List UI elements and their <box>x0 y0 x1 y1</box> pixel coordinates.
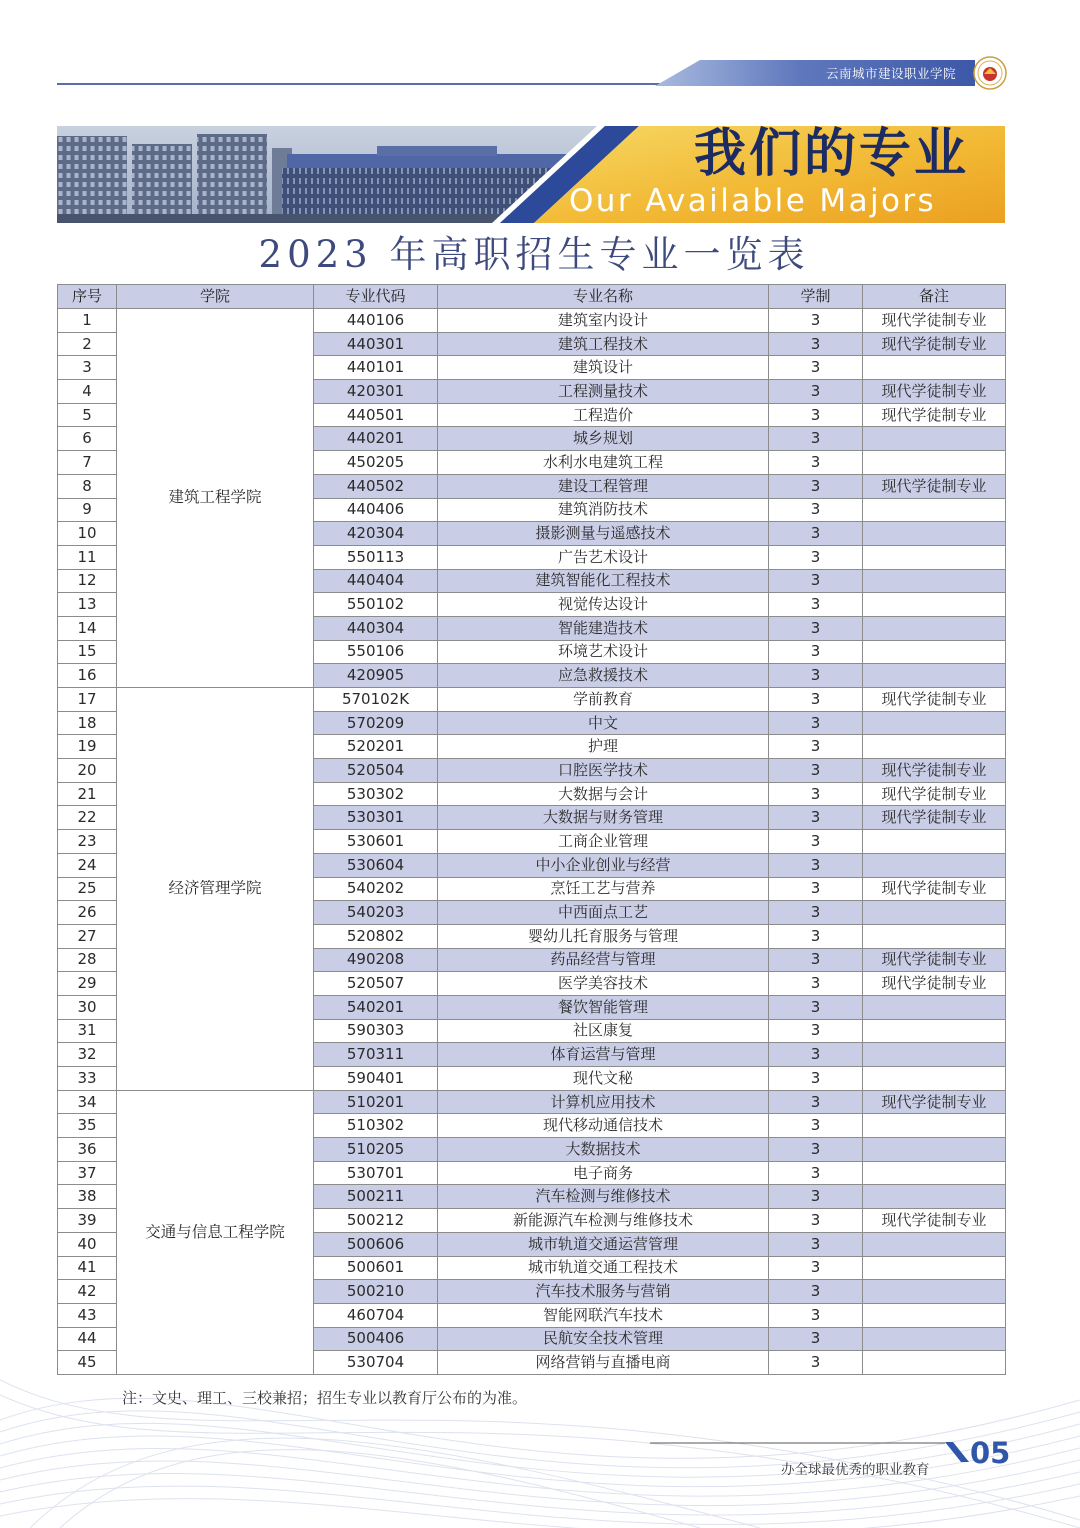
header-band <box>0 0 1080 100</box>
major-code-cell: 460704 <box>314 1303 438 1327</box>
table-row <box>58 1090 1006 1114</box>
major-code-cell: 440201 <box>314 427 438 451</box>
duration-cell: 3 <box>769 995 863 1019</box>
college-cell: 交通与信息工程学院 <box>117 1090 314 1374</box>
major-name-cell: 大数据技术 <box>438 1138 769 1162</box>
row-number-cell: 37 <box>58 1161 117 1185</box>
duration-cell: 3 <box>769 759 863 783</box>
major-name-cell: 中文 <box>438 711 769 735</box>
major-code-cell: 520201 <box>314 735 438 759</box>
row-number-cell: 23 <box>58 830 117 854</box>
row-number-cell: 5 <box>58 403 117 427</box>
note-cell <box>863 664 1006 688</box>
major-name-cell: 城市轨道交通运营管理 <box>438 1232 769 1256</box>
row-number-cell: 7 <box>58 451 117 475</box>
duration-cell: 3 <box>769 972 863 996</box>
row-number-cell: 34 <box>58 1090 117 1114</box>
note-cell: 现代学徒制专业 <box>863 948 1006 972</box>
major-name-cell: 电子商务 <box>438 1161 769 1185</box>
duration-cell: 3 <box>769 1067 863 1091</box>
note-cell: 现代学徒制专业 <box>863 759 1006 783</box>
note-cell <box>863 356 1006 380</box>
row-number-cell: 27 <box>58 924 117 948</box>
note-cell: 现代学徒制专业 <box>863 403 1006 427</box>
major-code-cell: 500212 <box>314 1209 438 1233</box>
major-name-cell: 工程造价 <box>438 403 769 427</box>
major-code-cell: 540201 <box>314 995 438 1019</box>
row-number-cell: 44 <box>58 1327 117 1351</box>
row-number-cell: 9 <box>58 498 117 522</box>
note-cell: 现代学徒制专业 <box>863 380 1006 404</box>
duration-cell: 3 <box>769 877 863 901</box>
row-number-cell: 45 <box>58 1351 117 1375</box>
major-name-cell: 城市轨道交通工程技术 <box>438 1256 769 1280</box>
row-number-cell: 21 <box>58 782 117 806</box>
note-cell <box>863 451 1006 475</box>
row-number-cell: 35 <box>58 1114 117 1138</box>
major-code-cell: 440106 <box>314 309 438 333</box>
duration-cell: 3 <box>769 309 863 333</box>
row-number-cell: 33 <box>58 1067 117 1091</box>
major-name-cell: 现代文秘 <box>438 1067 769 1091</box>
row-number-cell: 30 <box>58 995 117 1019</box>
page-number: 05 <box>970 1436 1011 1470</box>
footnote: 注：文史、理工、三校兼招；招生专业以教育厅公布的为准。 <box>122 1389 528 1407</box>
row-number-cell: 20 <box>58 759 117 783</box>
major-code-cell: 440406 <box>314 498 438 522</box>
note-cell <box>863 616 1006 640</box>
major-code-cell: 420304 <box>314 522 438 546</box>
duration-cell: 3 <box>769 830 863 854</box>
major-name-cell: 现代移动通信技术 <box>438 1114 769 1138</box>
major-code-cell: 570311 <box>314 1043 438 1067</box>
row-number-cell: 13 <box>58 593 117 617</box>
note-cell <box>863 1280 1006 1304</box>
major-name-cell: 智能网联汽车技术 <box>438 1303 769 1327</box>
row-number-cell: 26 <box>58 901 117 925</box>
row-number-cell: 8 <box>58 474 117 498</box>
major-code-cell: 530604 <box>314 853 438 877</box>
major-code-cell: 510201 <box>314 1090 438 1114</box>
duration-cell: 3 <box>769 853 863 877</box>
header-years: 学制 <box>769 285 863 309</box>
table-body <box>58 309 1006 1375</box>
duration-cell: 3 <box>769 901 863 925</box>
note-cell <box>863 1114 1006 1138</box>
duration-cell: 3 <box>769 1256 863 1280</box>
note-cell <box>863 522 1006 546</box>
duration-cell: 3 <box>769 451 863 475</box>
major-code-cell: 520802 <box>314 924 438 948</box>
row-number-cell: 19 <box>58 735 117 759</box>
note-cell <box>863 1303 1006 1327</box>
major-name-cell: 护理 <box>438 735 769 759</box>
major-name-cell: 婴幼儿托育服务与管理 <box>438 924 769 948</box>
note-cell <box>863 1256 1006 1280</box>
header-note: 备注 <box>863 285 1006 309</box>
major-name-cell: 水利水电建筑工程 <box>438 451 769 475</box>
majors-table <box>57 284 1006 1375</box>
note-cell: 现代学徒制专业 <box>863 806 1006 830</box>
major-name-cell: 中西面点工艺 <box>438 901 769 925</box>
major-name-cell: 网络营销与直播电商 <box>438 1351 769 1375</box>
major-code-cell: 530701 <box>314 1161 438 1185</box>
header-no: 序号 <box>58 285 117 309</box>
note-cell: 现代学徒制专业 <box>863 782 1006 806</box>
note-cell <box>863 1351 1006 1375</box>
major-code-cell: 540202 <box>314 877 438 901</box>
row-number-cell: 32 <box>58 1043 117 1067</box>
duration-cell: 3 <box>769 569 863 593</box>
major-name-cell: 药品经营与管理 <box>438 948 769 972</box>
major-code-cell: 450205 <box>314 451 438 475</box>
row-number-cell: 1 <box>58 309 117 333</box>
duration-cell: 3 <box>769 711 863 735</box>
note-cell <box>863 427 1006 451</box>
duration-cell: 3 <box>769 735 863 759</box>
note-cell: 现代学徒制专业 <box>863 688 1006 712</box>
major-code-cell: 520504 <box>314 759 438 783</box>
major-name-cell: 建筑消防技术 <box>438 498 769 522</box>
note-cell <box>863 830 1006 854</box>
note-cell <box>863 1185 1006 1209</box>
major-code-cell: 570209 <box>314 711 438 735</box>
note-cell <box>863 1232 1006 1256</box>
duration-cell: 3 <box>769 1280 863 1304</box>
row-number-cell: 40 <box>58 1232 117 1256</box>
duration-cell: 3 <box>769 1327 863 1351</box>
major-code-cell: 440304 <box>314 616 438 640</box>
duration-cell: 3 <box>769 1114 863 1138</box>
major-code-cell: 540203 <box>314 901 438 925</box>
note-cell <box>863 569 1006 593</box>
major-code-cell: 500406 <box>314 1327 438 1351</box>
college-cell: 建筑工程学院 <box>117 309 314 688</box>
major-name-cell: 工商企业管理 <box>438 830 769 854</box>
major-name-cell: 视觉传达设计 <box>438 593 769 617</box>
duration-cell: 3 <box>769 545 863 569</box>
major-name-cell: 餐饮智能管理 <box>438 995 769 1019</box>
duration-cell: 3 <box>769 782 863 806</box>
duration-cell: 3 <box>769 806 863 830</box>
major-name-cell: 建筑室内设计 <box>438 309 769 333</box>
note-cell <box>863 735 1006 759</box>
note-cell: 现代学徒制专业 <box>863 474 1006 498</box>
note-cell: 现代学徒制专业 <box>863 972 1006 996</box>
major-code-cell: 530302 <box>314 782 438 806</box>
major-name-cell: 工程测量技术 <box>438 380 769 404</box>
major-code-cell: 440501 <box>314 403 438 427</box>
row-number-cell: 11 <box>58 545 117 569</box>
duration-cell: 3 <box>769 1232 863 1256</box>
major-code-cell: 500601 <box>314 1256 438 1280</box>
duration-cell: 3 <box>769 688 863 712</box>
row-number-cell: 28 <box>58 948 117 972</box>
major-name-cell: 汽车检测与维修技术 <box>438 1185 769 1209</box>
row-number-cell: 15 <box>58 640 117 664</box>
major-name-cell: 建设工程管理 <box>438 474 769 498</box>
duration-cell: 3 <box>769 1019 863 1043</box>
note-cell <box>863 498 1006 522</box>
major-name-cell: 社区康复 <box>438 1019 769 1043</box>
major-name-cell: 环境艺术设计 <box>438 640 769 664</box>
header-name: 专业名称 <box>438 285 769 309</box>
note-cell <box>863 1043 1006 1067</box>
major-name-cell: 广告艺术设计 <box>438 545 769 569</box>
page-title: 2023 年高职招生专业一览表 <box>258 233 810 276</box>
school-emblem-icon <box>974 57 1006 89</box>
major-name-cell: 学前教育 <box>438 688 769 712</box>
row-number-cell: 3 <box>58 356 117 380</box>
major-code-cell: 490208 <box>314 948 438 972</box>
row-number-cell: 25 <box>58 877 117 901</box>
row-number-cell: 29 <box>58 972 117 996</box>
duration-cell: 3 <box>769 522 863 546</box>
note-cell <box>863 1067 1006 1091</box>
duration-cell: 3 <box>769 593 863 617</box>
duration-cell: 3 <box>769 1138 863 1162</box>
major-code-cell: 520507 <box>314 972 438 996</box>
note-cell: 现代学徒制专业 <box>863 309 1006 333</box>
duration-cell: 3 <box>769 380 863 404</box>
row-number-cell: 42 <box>58 1280 117 1304</box>
row-number-cell: 18 <box>58 711 117 735</box>
note-cell <box>863 545 1006 569</box>
note-cell: 现代学徒制专业 <box>863 877 1006 901</box>
banner-title-en: Our Available Majors <box>569 183 937 219</box>
duration-cell: 3 <box>769 616 863 640</box>
note-cell <box>863 640 1006 664</box>
major-code-cell: 440404 <box>314 569 438 593</box>
major-code-cell: 590401 <box>314 1067 438 1091</box>
duration-cell: 3 <box>769 640 863 664</box>
college-cell: 经济管理学院 <box>117 688 314 1091</box>
major-name-cell: 口腔医学技术 <box>438 759 769 783</box>
major-name-cell: 烹饪工艺与营养 <box>438 877 769 901</box>
row-number-cell: 41 <box>58 1256 117 1280</box>
school-name: 云南城市建设职业学院 <box>826 66 957 81</box>
row-number-cell: 16 <box>58 664 117 688</box>
note-cell <box>863 593 1006 617</box>
major-code-cell: 500211 <box>314 1185 438 1209</box>
major-name-cell: 民航安全技术管理 <box>438 1327 769 1351</box>
row-number-cell: 36 <box>58 1138 117 1162</box>
duration-cell: 3 <box>769 403 863 427</box>
note-cell <box>863 1327 1006 1351</box>
major-code-cell: 440502 <box>314 474 438 498</box>
row-number-cell: 2 <box>58 332 117 356</box>
major-name-cell: 建筑设计 <box>438 356 769 380</box>
major-name-cell: 大数据与财务管理 <box>438 806 769 830</box>
duration-cell: 3 <box>769 356 863 380</box>
note-cell: 现代学徒制专业 <box>863 1209 1006 1233</box>
table-row <box>58 688 1006 712</box>
note-cell <box>863 995 1006 1019</box>
row-number-cell: 31 <box>58 1019 117 1043</box>
major-code-cell: 510205 <box>314 1138 438 1162</box>
major-code-cell: 420301 <box>314 380 438 404</box>
header-college: 学院 <box>117 285 314 309</box>
row-number-cell: 4 <box>58 380 117 404</box>
major-code-cell: 530601 <box>314 830 438 854</box>
major-code-cell: 550113 <box>314 545 438 569</box>
row-number-cell: 24 <box>58 853 117 877</box>
duration-cell: 3 <box>769 924 863 948</box>
row-number-cell: 6 <box>58 427 117 451</box>
major-code-cell: 510302 <box>314 1114 438 1138</box>
major-name-cell: 新能源汽车检测与维修技术 <box>438 1209 769 1233</box>
major-name-cell: 建筑工程技术 <box>438 332 769 356</box>
row-number-cell: 22 <box>58 806 117 830</box>
footer-slogan: 办全球最优秀的职业教育 <box>781 1462 930 1478</box>
duration-cell: 3 <box>769 948 863 972</box>
major-name-cell: 智能建造技术 <box>438 616 769 640</box>
duration-cell: 3 <box>769 664 863 688</box>
major-code-cell: 530704 <box>314 1351 438 1375</box>
major-name-cell: 中小企业创业与经营 <box>438 853 769 877</box>
duration-cell: 3 <box>769 1209 863 1233</box>
duration-cell: 3 <box>769 1161 863 1185</box>
duration-cell: 3 <box>769 427 863 451</box>
row-number-cell: 43 <box>58 1303 117 1327</box>
row-number-cell: 17 <box>58 688 117 712</box>
duration-cell: 3 <box>769 1043 863 1067</box>
major-code-cell: 500606 <box>314 1232 438 1256</box>
major-code-cell: 550106 <box>314 640 438 664</box>
table-header-row <box>58 285 1006 309</box>
duration-cell: 3 <box>769 474 863 498</box>
note-cell <box>863 853 1006 877</box>
major-name-cell: 大数据与会计 <box>438 782 769 806</box>
duration-cell: 3 <box>769 332 863 356</box>
major-name-cell: 体育运营与管理 <box>438 1043 769 1067</box>
major-name-cell: 汽车技术服务与营销 <box>438 1280 769 1304</box>
major-code-cell: 420905 <box>314 664 438 688</box>
header-code: 专业代码 <box>314 285 438 309</box>
row-number-cell: 12 <box>58 569 117 593</box>
major-code-cell: 530301 <box>314 806 438 830</box>
duration-cell: 3 <box>769 1303 863 1327</box>
major-code-cell: 500210 <box>314 1280 438 1304</box>
row-number-cell: 38 <box>58 1185 117 1209</box>
note-cell <box>863 924 1006 948</box>
major-name-cell: 计算机应用技术 <box>438 1090 769 1114</box>
major-code-cell: 550102 <box>314 593 438 617</box>
note-cell <box>863 711 1006 735</box>
note-cell <box>863 901 1006 925</box>
major-code-cell: 570102K <box>314 688 438 712</box>
major-code-cell: 440301 <box>314 332 438 356</box>
note-cell <box>863 1138 1006 1162</box>
major-name-cell: 应急救援技术 <box>438 664 769 688</box>
duration-cell: 3 <box>769 498 863 522</box>
duration-cell: 3 <box>769 1090 863 1114</box>
table-row <box>58 309 1006 333</box>
row-number-cell: 14 <box>58 616 117 640</box>
duration-cell: 3 <box>769 1351 863 1375</box>
major-code-cell: 440101 <box>314 356 438 380</box>
duration-cell: 3 <box>769 1185 863 1209</box>
major-name-cell: 医学美容技术 <box>438 972 769 996</box>
note-cell <box>863 1019 1006 1043</box>
major-code-cell: 590303 <box>314 1019 438 1043</box>
banner-title-cn: 我们的专业 <box>694 124 970 184</box>
row-number-cell: 10 <box>58 522 117 546</box>
note-cell <box>863 1161 1006 1185</box>
note-cell: 现代学徒制专业 <box>863 1090 1006 1114</box>
major-name-cell: 建筑智能化工程技术 <box>438 569 769 593</box>
major-name-cell: 城乡规划 <box>438 427 769 451</box>
major-name-cell: 摄影测量与遥感技术 <box>438 522 769 546</box>
row-number-cell: 39 <box>58 1209 117 1233</box>
note-cell: 现代学徒制专业 <box>863 332 1006 356</box>
